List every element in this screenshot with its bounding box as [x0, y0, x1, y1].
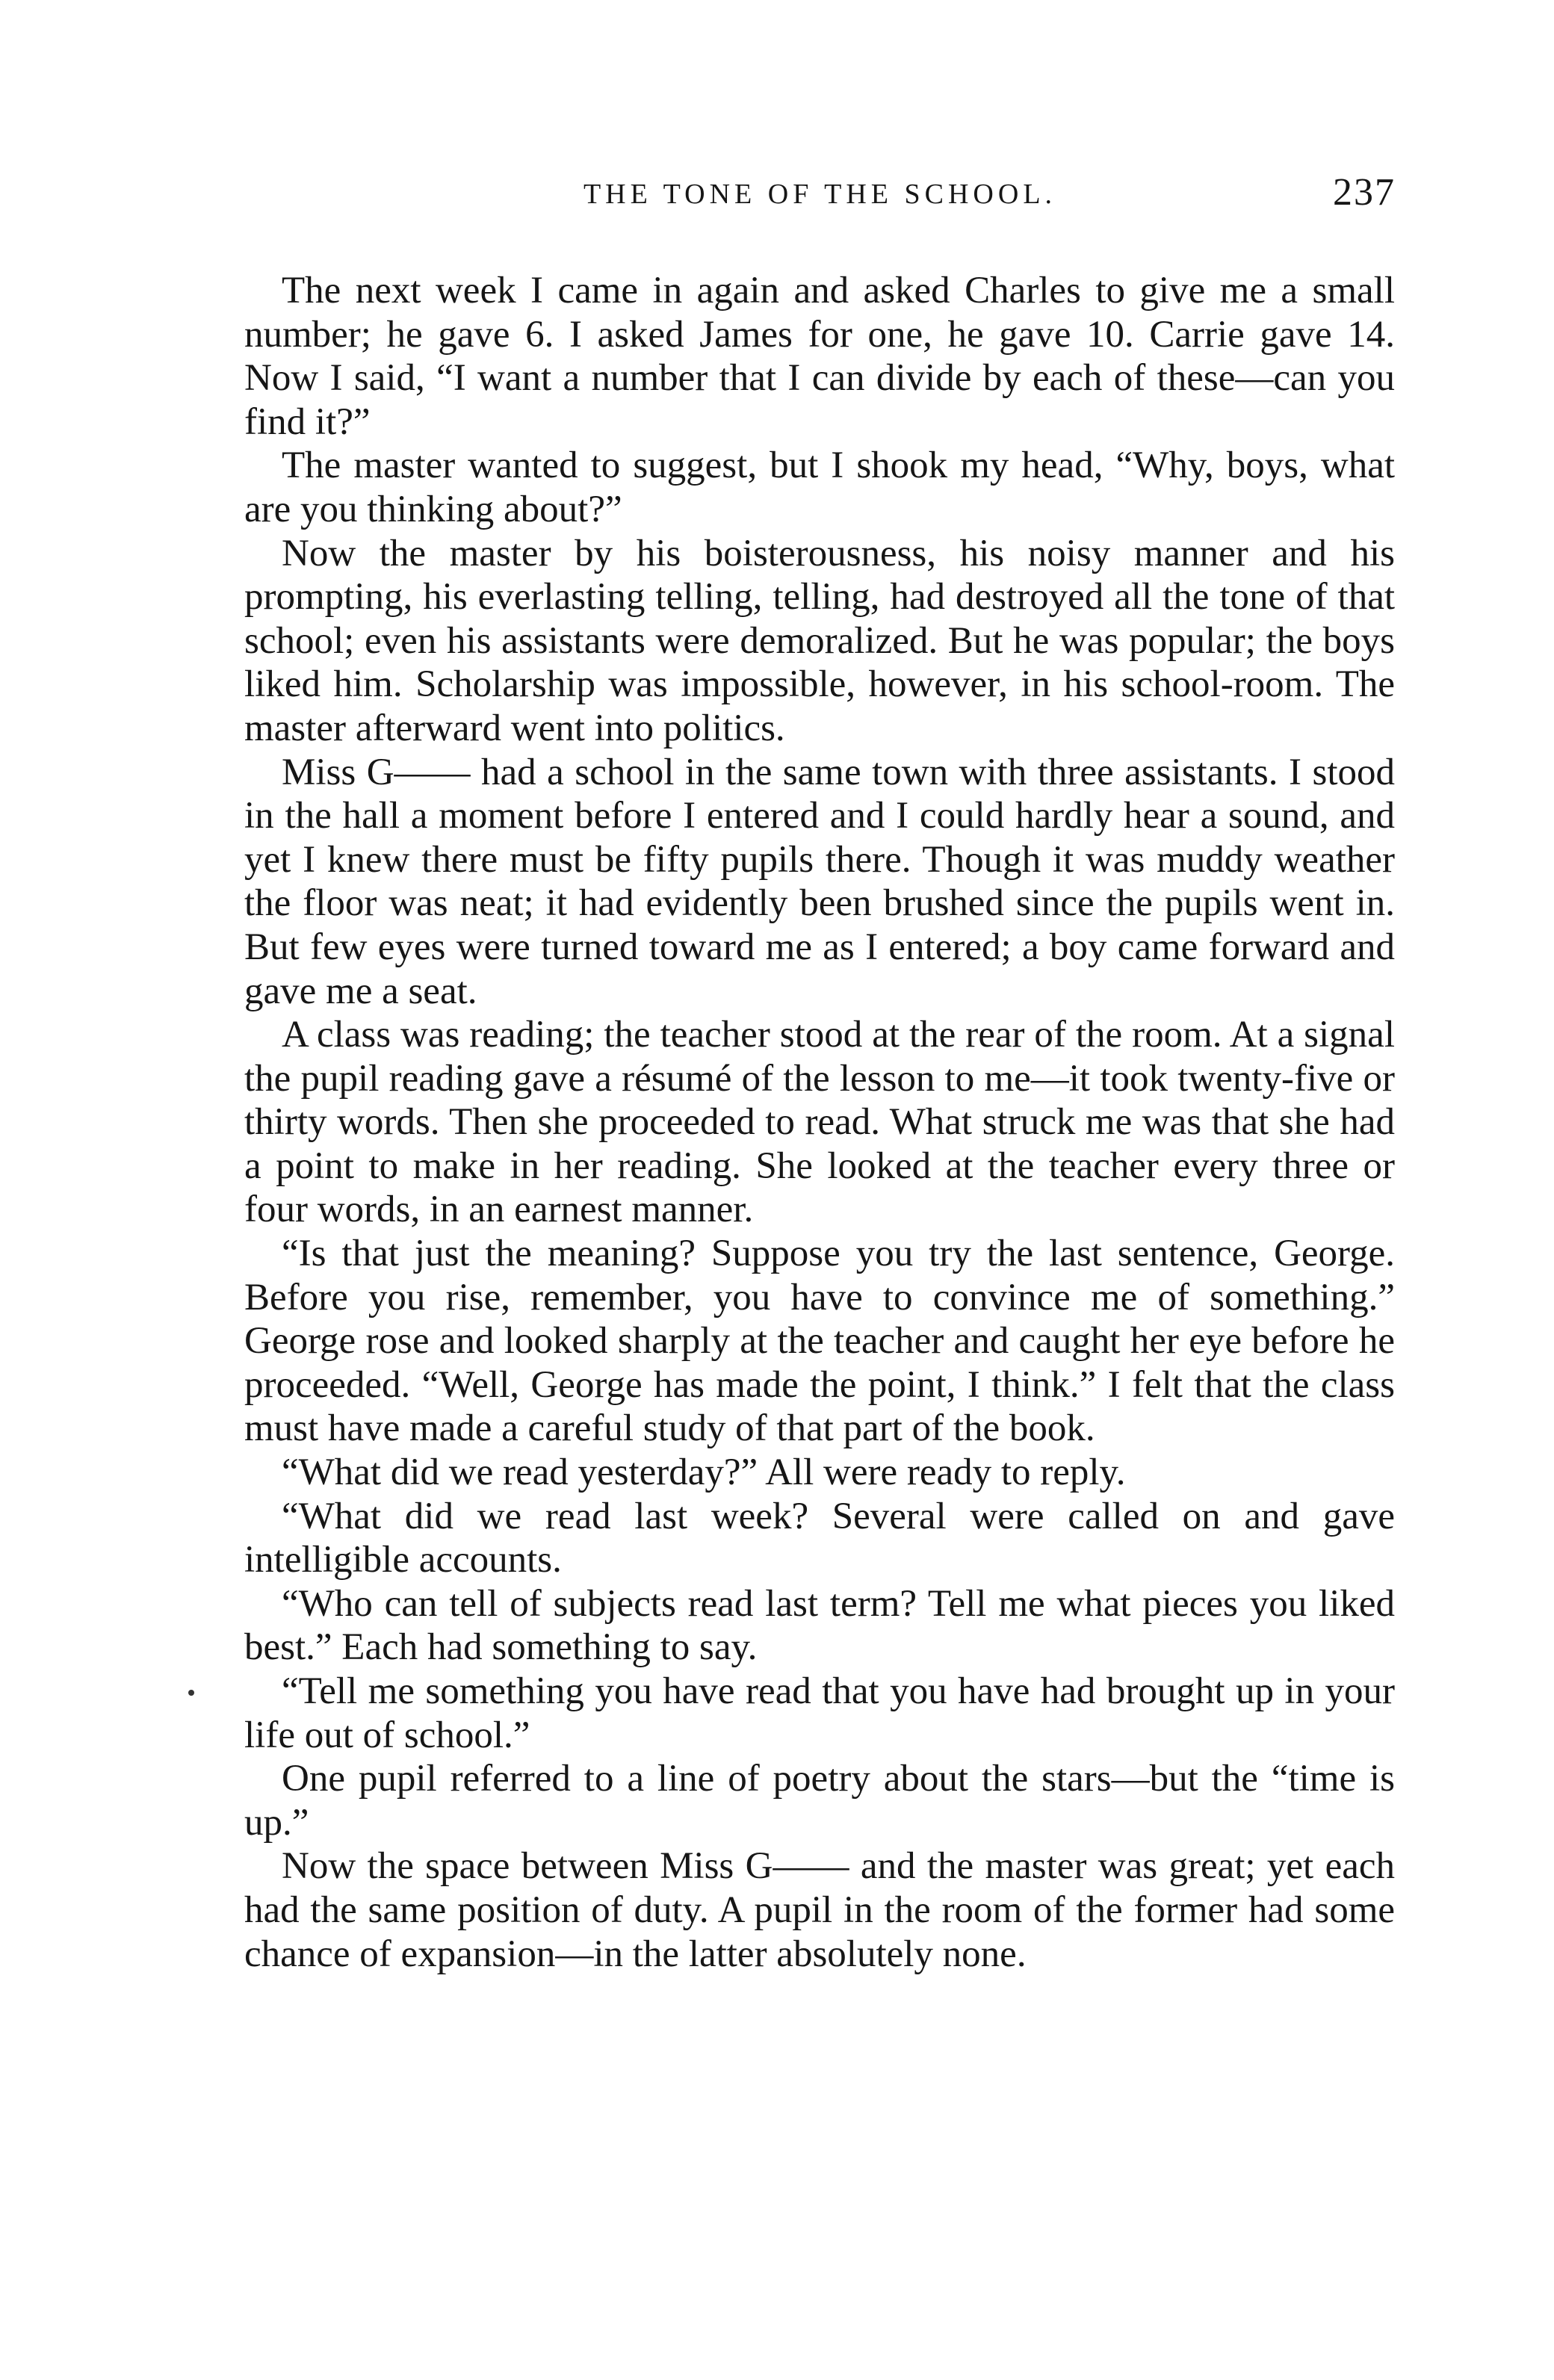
paragraph: One pupil referred to a line of poetry about the stars—but the “time is up.”: [244, 1758, 1395, 1844]
paragraph: Now the space between Miss G—— and the master was great; yet each had the same position of duty. A pupil in the room of the former had some chance of expansion—in the latter absolutely none.: [244, 1845, 1395, 1975]
paragraph: “Who can tell of subjects read last term? Tell me what pieces you liked best.” Each had something to say.: [244, 1582, 1395, 1669]
paragraph: “What did we read yesterday?” All were ready to reply.: [282, 1451, 1126, 1494]
paragraph: The master wanted to suggest, but I shook my head, “Why, boys, what are you thinking about?”: [244, 444, 1395, 530]
running-title: THE TONE OF THE SCHOOL.: [583, 179, 1057, 210]
body-text: [244, 269, 1395, 1976]
paragraph: “Tell me something you have read that you have had brought up in your life out of school.”: [244, 1670, 1395, 1756]
paragraph: A class was reading; the teacher stood at the rear of the room. At a signal the pupil reading gave a résumé of the lesson to me—it took twenty-five or thirty words. Then she proceeded to read. What struck me was that she had a point to make in her reading. She looked at the teacher every three or four words, in an earnest manner.: [244, 1014, 1395, 1231]
page-number: 237: [1333, 171, 1396, 214]
paragraph: Now the master by his boisterousness, his noisy manner and his prompting, his everlasting telling, telling, had destroyed all the tone of that school; even his assistants were demoralized. But he was popular; the boys liked him. Scholarship was impossible, however, in his school-room. The master afterward went into politics.: [244, 532, 1395, 749]
ink-speck: [188, 1690, 194, 1696]
paragraph: Miss G—— had a school in the same town with three assistants. I stood in the hall a moment before I entered and I could hardly hear a sound, and yet I knew there must be fifty pupils there. Though it was muddy weather the floor was neat; it had evidently been brushed since the pupils went in. But few eyes were turned toward me as I entered; a boy came forward and gave me a seat.: [244, 751, 1395, 1012]
paragraph: The next week I came in again and asked Charles to give me a small number; he gave 6. I asked James for one, he gave 10. Carrie gave 14. Now I said, “I want a number that I can divide by each of these—can you find it?”: [244, 270, 1395, 443]
page-header: [244, 171, 1396, 238]
paragraph: “What did we read last week? Several were called on and gave intelligible accounts.: [244, 1495, 1395, 1581]
paragraph: “Is that just the meaning? Suppose you try the last sentence, George. Before you rise, remember, you have to convince me of something.” George rose and looked sharply at the teacher and caught her eye before he proceeded. “Well, George has made the point, I think.” I felt that the class must have made a careful study of that part of the book.: [244, 1233, 1395, 1450]
